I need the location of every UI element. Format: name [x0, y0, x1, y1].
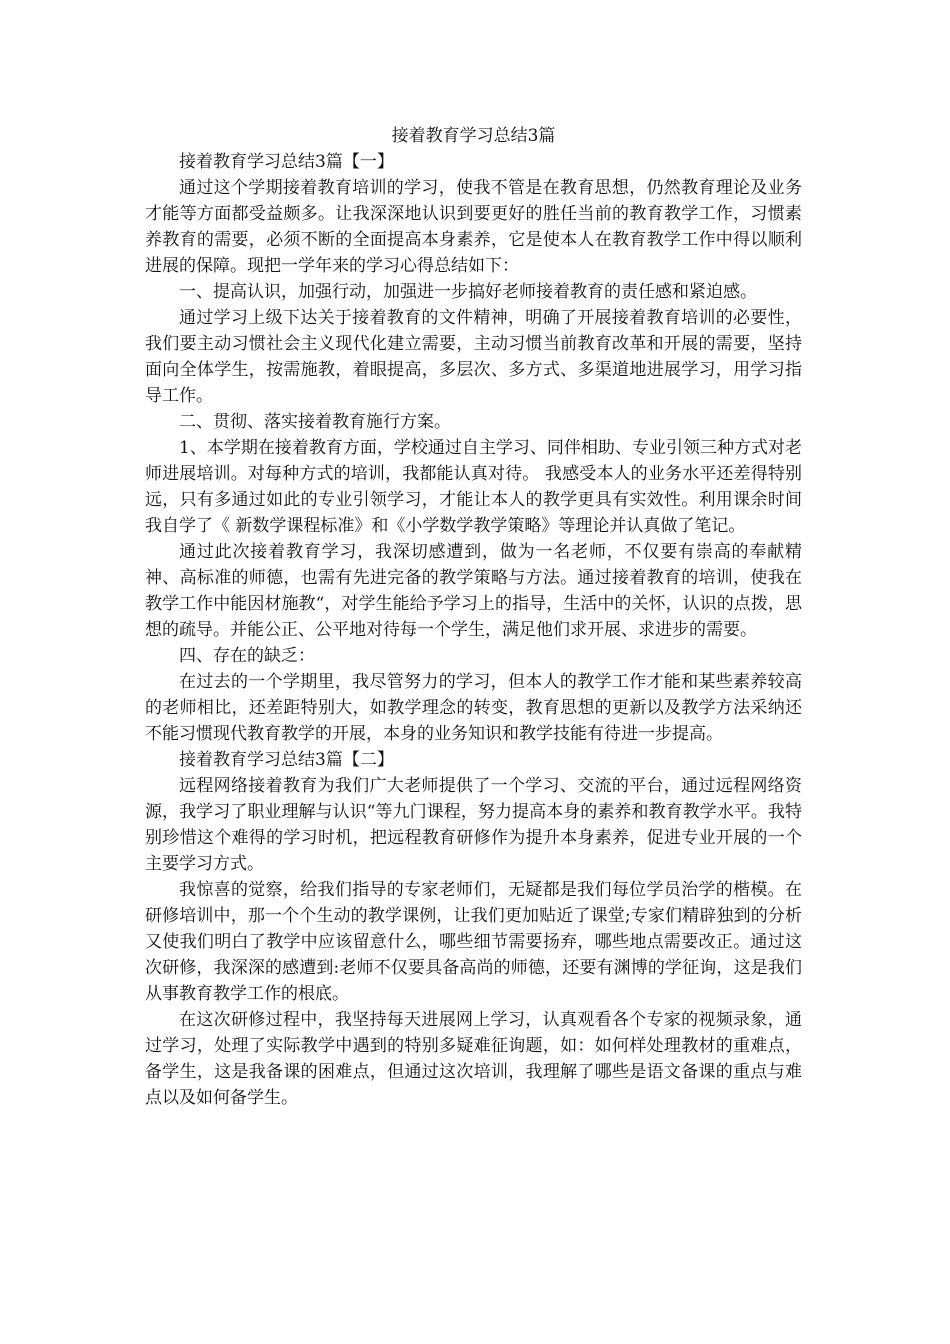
paragraph: 四、存在的缺乏： [179, 646, 315, 666]
section-heading-1: 接着教育学习总结3篇【一】 [179, 152, 394, 172]
paragraph: 通过学习上级下达关于接着教育的文件精神，明确了开展接着教育培训的必要性，我们要主动习惯社会主义现代化建立需要，主动习惯当前教育改革和开展的需要，坚持面向全体学生，按需施教，着眼提高，多层次、多方式、多渠道地进展学习，用学习指导工作。 [145, 308, 802, 406]
paragraph: 一、提高认识，加强行动，加强进一步搞好老师接着教育的责任感和紧迫感。 [179, 282, 757, 302]
paragraph: 1、本学期在接着教育方面，学校通过自主学习、同伴相助、专业引领三种方式对老师进展培训。对每种方式的培训，我都能认真对待。 我感受本人的业务水平还差得特别远，只有多通过如此的专业引领学习，才能让本人的教学更具有实效性。利用课余时间我自学了《 新数学课程标准》和《小学数学教学策略》等理论并认真做了笔记。 [145, 438, 802, 536]
paragraph: 在过去的一个学期里，我尽管努力的学习，但本人的教学工作才能和某些素养较高的老师相比，还差距特别大，如教学理念的转变，教育思想的更新以及教学方法采纳还不能习惯现代教育教学的开展，本身的业务知识和教学技能有待进一步提高。 [145, 672, 802, 744]
document-page [145, 123, 802, 1111]
document-title: 接着教育学习总结3篇 [391, 126, 556, 146]
paragraph: 通过这个学期接着教育培训的学习，使我不管是在教育思想，仍然教育理论及业务才能等方面都受益颇多。让我深深地认识到要更好的胜任当前的教育教学工作，习惯素养教育的需要，必须不断的全面提高本身素养，它是使本人在教育教学工作中得以顺利进展的保障。现把一学年来的学习心得总结如下： [145, 178, 802, 276]
paragraph: 在这次研修过程中，我坚持每天进展网上学习，认真观看各个专家的视频录象，通过学习，处理了实际教学中遇到的特别多疑难征询题，如：如何样处理教材的重难点，备学生，这是我备课的困难点，但通过这次培训，我理解了哪些是语文备课的重点与难点以及如何备学生。 [145, 1010, 802, 1108]
paragraph: 我惊喜的觉察，给我们指导的专家老师们，无疑都是我们每位学员治学的楷模。在研修培训中，那一个个生动的教学课例，让我们更加贴近了课堂;专家们精辟独到的分析又使我们明白了教学中应该留意什么，哪些细节需要扬弃，哪些地点需要改正。通过这次研修，我深深的感遭到:老师不仅要具备高尚的师德，还要有渊博的学征询，这是我们从事教育教学工作的根底。 [145, 880, 802, 1004]
paragraph: 远程网络接着教育为我们广大老师提供了一个学习、交流的平台，通过远程网络资源，我学习了职业理解与认识“等九门课程，努力提高本身的素养和教育教学水平。我特别珍惜这个难得的学习时机，把远程教育研修作为提升本身素养，促进专业开展的一个主要学习方式。 [145, 776, 802, 874]
paragraph: 二、贯彻、落实接着教育施行方案。 [179, 412, 451, 432]
document-body [145, 149, 802, 1111]
section-heading-2: 接着教育学习总结3篇【二】 [179, 750, 394, 770]
paragraph: 通过此次接着教育学习，我深切感遭到，做为一名老师，不仅要有崇高的奉献精神、高标准的师德，也需有先进完备的教学策略与方法。通过接着教育的培训，使我在教学工作中能因材施教“，对学生能给予学习上的指导，生活中的关怀，认识的点拨，思想的疏导。并能公正、公平地对待每一个学生，满足他们求开展、求进步的需要。 [145, 542, 802, 640]
